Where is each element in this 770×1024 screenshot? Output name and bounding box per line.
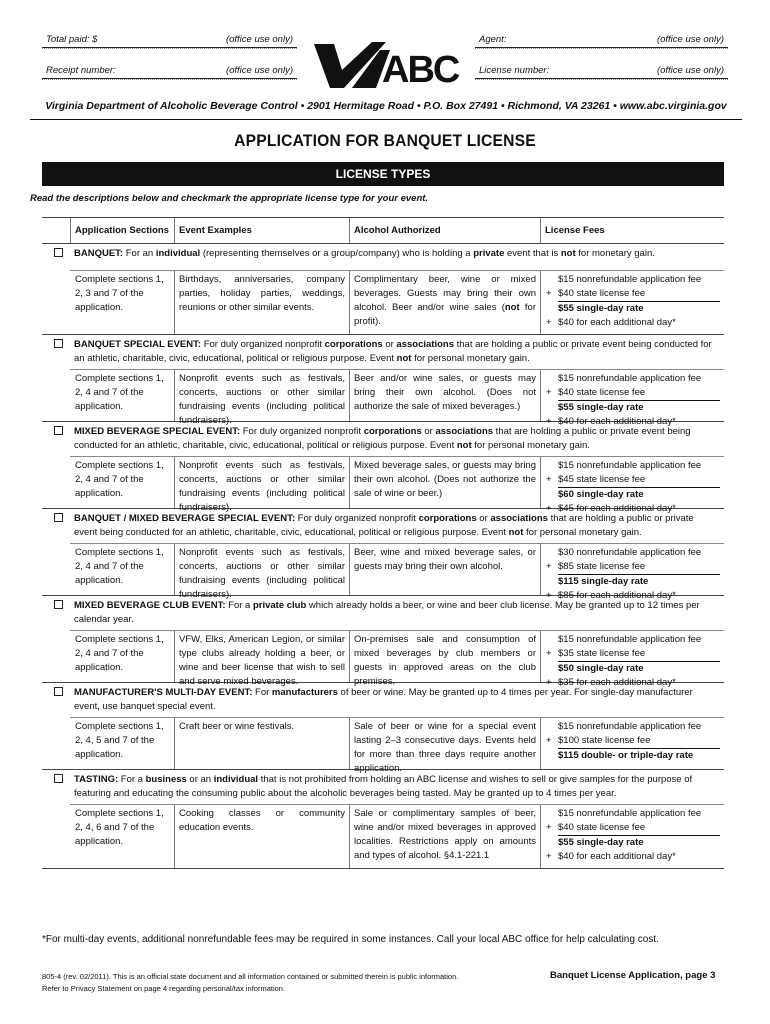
fee-text: $45 for each additional day*	[558, 503, 676, 514]
divider	[30, 119, 742, 120]
application-sections-cell: Complete sections 1, 2, 4 and 7 of the application.	[75, 634, 164, 673]
fee-text: $35 for each additional day*	[558, 677, 676, 688]
description-text: which already holds a beer, or wine and beer club license. May be granted up to 12 times per calendar year.	[74, 600, 700, 625]
fee-text: $30 nonrefundable application fee	[558, 547, 702, 558]
license-type-description	[42, 244, 724, 270]
fee-text: $40 state license fee	[558, 386, 720, 401]
alcohol-text: Sale of beer or wine for a special event lasting 2–3 consecutive days. Events held for more than three days require another application.	[354, 721, 536, 774]
description-text: associations	[435, 426, 494, 437]
event-examples-cell: Craft beer or wine festivals.	[179, 721, 295, 732]
license-type-row	[42, 596, 724, 688]
fee-text: $55 single-day rate	[558, 402, 644, 413]
fee-line	[546, 662, 720, 676]
license-type-description	[42, 683, 724, 717]
fee-line	[546, 316, 720, 330]
header-license-fees: License Fees	[545, 225, 605, 236]
description-text: (representing themselves or a group/company) who is holding a	[200, 248, 474, 259]
description-text: that is not prohibited from holding an ABC license and wishes to sell or give samples for the purpose of featuring and educating the consuming public about the alcoholic beverages being tasted. May be granted up to 4 times per year.	[74, 774, 693, 799]
description-text: or	[476, 513, 491, 524]
license-fees-cell	[540, 457, 724, 516]
license-fees-cell	[540, 805, 724, 864]
fee-operator	[546, 720, 558, 734]
fee-operator	[546, 372, 558, 386]
application-sections-cell: Complete sections 1, 2, 4, 5 and 7 of the application.	[75, 721, 164, 760]
description-text: individual	[213, 774, 259, 785]
fee-line	[546, 488, 720, 502]
svg-text:ABC: ABC	[382, 49, 459, 90]
description-text: that are holding a public or private event being conducted for an athletic, charitable, civic, educational, political or religious purpose. Event	[74, 426, 691, 451]
agency-address-line: Virginia Department of Alcoholic Beverage Control • 2901 Hermitage Road • P.O. Box 27491 • Richmond, VA 23261 • www.abc.virginia.gov	[45, 100, 727, 112]
fee-text: $15 nonrefundable application fee	[558, 274, 702, 285]
fee-text: $15 nonrefundable application fee	[558, 460, 702, 471]
fee-operator	[546, 401, 558, 415]
description-text: For duly organized nonprofit	[242, 426, 364, 437]
description-text: not	[508, 527, 524, 538]
application-sections-cell: Complete sections 1, 2, 4 and 7 of the application.	[75, 373, 164, 412]
fee-operator	[546, 273, 558, 287]
fee-text: $115 double- or triple-day rate	[558, 750, 694, 761]
fee-line	[546, 821, 720, 836]
fee-line	[546, 850, 720, 864]
description-text: or an	[186, 774, 214, 785]
fee-line	[546, 459, 720, 473]
fee-operator: +	[546, 561, 552, 572]
fee-operator: +	[546, 387, 552, 398]
agent-field[interactable]	[475, 32, 728, 48]
license-type-checkbox[interactable]	[54, 687, 63, 696]
application-sections-cell: Complete sections 1, 2, 4 and 7 of the application.	[75, 460, 164, 499]
fee-text: $115 single-day rate	[558, 576, 649, 587]
license-type-row	[42, 683, 724, 774]
application-sections-cell: Complete sections 1, 2, 3 and 7 of the application.	[75, 274, 164, 313]
description-text: business	[145, 774, 187, 785]
fee-operator: +	[546, 503, 552, 514]
fee-operator	[546, 836, 558, 850]
license-type-name: MANUFACTURER'S MULTI-DAY EVENT:	[74, 687, 253, 698]
description-text: event that is	[504, 248, 561, 259]
alcohol-authorized-cell	[349, 805, 540, 863]
description-text: for personal monetary gain.	[471, 440, 590, 451]
office-use-note: (office use only)	[225, 34, 293, 45]
description-text: associations	[396, 339, 454, 350]
description-text: of beer or wine. May be granted up to 4 times per year. For single-day manufacturer event, use banquet special event.	[74, 687, 693, 712]
fee-line	[546, 749, 720, 763]
license-type-name: BANQUET / MIXED BEVERAGE SPECIAL EVENT:	[74, 513, 295, 524]
fee-line	[546, 575, 720, 589]
fee-operator	[546, 807, 558, 821]
fee-text: $40 for each additional day*	[558, 416, 676, 427]
fee-text: $35 state license fee	[558, 647, 720, 662]
license-type-name: TASTING:	[74, 774, 119, 785]
license-types-table	[42, 217, 724, 869]
page-number: Banquet License Application, page 3	[550, 970, 716, 981]
table-header	[42, 217, 724, 244]
fee-text: $85 state license fee	[558, 560, 720, 575]
description-text: corporations	[324, 339, 383, 350]
license-type-name: BANQUET:	[74, 248, 124, 259]
alcohol-text: On-premises sale and consumption of mixed beverages by club members or guests in approved areas on the club premises.	[354, 634, 536, 687]
license-fees-cell	[540, 544, 724, 603]
fee-line	[546, 560, 720, 575]
event-examples-cell: Cooking classes or community education events.	[179, 808, 345, 833]
fee-operator	[546, 302, 558, 316]
agent-label: Agent:	[479, 34, 507, 45]
instruction-text: Read the descriptions below and checkmark the appropriate license type for your event.	[30, 193, 429, 204]
fee-line	[546, 386, 720, 401]
license-fees-cell	[540, 631, 724, 690]
fee-text: $15 nonrefundable application fee	[558, 373, 702, 384]
fee-line	[546, 302, 720, 316]
description-text: For duly organized nonprofit	[203, 339, 325, 350]
license-type-name: BANQUET SPECIAL EVENT:	[74, 339, 202, 350]
description-text: For	[255, 687, 272, 698]
license-type-checkbox[interactable]	[54, 339, 63, 348]
license-type-name: MIXED BEVERAGE CLUB EVENT:	[74, 600, 226, 611]
alcohol-text: not	[504, 302, 520, 313]
license-fees-cell	[540, 370, 724, 429]
fee-line	[546, 734, 720, 749]
license-fees-cell	[540, 718, 724, 763]
description-text: for personal monetary gain.	[523, 527, 642, 538]
fee-operator	[546, 575, 558, 589]
header-alcohol-authorized: Alcohol Authorized	[354, 225, 441, 236]
event-examples-cell: Nonprofit events such as festivals, concerts, auctions or other similar fundraising events (including political fundraisers).	[179, 373, 345, 426]
fee-line	[546, 647, 720, 662]
fee-text: $15 nonrefundable application fee	[558, 634, 702, 645]
description-text: individual	[155, 248, 201, 259]
fee-operator	[546, 459, 558, 473]
fee-text: $40 for each additional day*	[558, 317, 676, 328]
alcohol-text: Mixed beverage sales, or guests may bring their own alcohol. (Does not authorize the sale of wine or beer.)	[354, 460, 536, 499]
license-type-checkbox[interactable]	[54, 513, 63, 522]
office-use-note: (office use only)	[225, 65, 293, 76]
fee-operator: +	[546, 317, 552, 328]
vabc-logo	[312, 40, 462, 90]
fee-line	[546, 546, 720, 560]
fee-text: $85 for each additional day*	[558, 590, 676, 601]
license-type-row	[42, 509, 724, 601]
fee-text: $40 state license fee	[558, 287, 720, 302]
alcohol-text: Complimentary beer, wine or mixed beverages. Guests may bring their own alcohol. Beer and/or wine sales (	[354, 274, 536, 313]
header-event-examples: Event Examples	[179, 225, 252, 236]
office-use-left-box	[42, 30, 297, 90]
header-application-sections: Application Sections	[75, 225, 169, 236]
fee-text: $15 nonrefundable application fee	[558, 721, 702, 732]
license-number-field[interactable]	[475, 63, 728, 79]
fee-line	[546, 287, 720, 302]
fee-text: $40 for each additional day*	[558, 851, 676, 862]
description-text: not	[456, 440, 472, 451]
office-use-note: (office use only)	[656, 65, 724, 76]
alcohol-text: Sale or complimentary samples of beer, wine and/or mixed beverages in approved localities. Restrictions apply on amounts and types of alcohol. §4.1-221.1	[354, 808, 536, 861]
description-text: or	[382, 339, 397, 350]
fee-operator: +	[546, 590, 552, 601]
description-text: that are holding a public or private event being conducted for an athletic, charitable, civic, educational, political or religious purpose. Event	[74, 339, 712, 364]
fee-operator: +	[546, 288, 552, 299]
fee-text: $40 state license fee	[558, 821, 720, 836]
license-type-description	[42, 770, 724, 804]
event-examples-cell: Nonprofit events such as festivals, concerts, auctions or other similar fundraising events (including political fundraisers).	[179, 547, 345, 600]
office-use-note: (office use only)	[656, 34, 724, 45]
license-type-checkbox[interactable]	[54, 774, 63, 783]
license-types-banner: LICENSE TYPES	[42, 162, 724, 186]
total-paid-label: Total paid: $	[46, 34, 98, 45]
license-type-name: MIXED BEVERAGE SPECIAL EVENT:	[74, 426, 241, 437]
fee-line	[546, 807, 720, 821]
fee-line	[546, 473, 720, 488]
fee-operator: +	[546, 474, 552, 485]
license-type-description	[42, 335, 724, 369]
description-text: for personal monetary gain.	[411, 353, 530, 364]
description-text: not	[560, 248, 576, 259]
description-text: For an	[125, 248, 156, 259]
fee-operator: +	[546, 677, 552, 688]
description-text: For a	[120, 774, 146, 785]
alcohol-authorized-cell	[349, 718, 540, 776]
fee-text: $55 single-day rate	[558, 303, 644, 314]
fee-line	[546, 372, 720, 386]
receipt-number-label: Receipt number:	[46, 65, 116, 76]
fee-operator: +	[546, 851, 552, 862]
fee-operator	[546, 749, 558, 763]
fee-operator	[546, 546, 558, 560]
form-revision-note: 805-4 (rev. 02/2011). This is an official state document and all information contained or submitted therein is public information.	[42, 972, 459, 981]
license-type-description	[42, 596, 724, 630]
license-type-description	[42, 509, 724, 543]
footnote: *For multi-day events, additional nonrefundable fees may be required in some instances. Call your local ABC office for help calculating cost.	[42, 934, 659, 945]
fee-line	[546, 401, 720, 415]
form-footer-notes	[42, 971, 458, 995]
fee-operator	[546, 662, 558, 676]
license-fees-cell	[540, 271, 724, 330]
alcohol-text: Beer, wine and mixed beverage sales, or guests may bring their own alcohol.	[354, 547, 536, 572]
fee-text: $55 single-day rate	[558, 837, 644, 848]
license-type-checkbox[interactable]	[54, 426, 63, 435]
alcohol-authorized-cell	[349, 271, 540, 329]
license-type-row	[42, 244, 724, 335]
fee-line	[546, 273, 720, 287]
fee-operator: +	[546, 822, 552, 833]
alcohol-authorized-cell	[349, 370, 540, 414]
license-number-label: License number:	[479, 65, 550, 76]
event-examples-cell: Birthdays, anniversaries, company parties, holiday parties, weddings, reunions or other similar events.	[179, 274, 345, 313]
alcohol-text: for profit).	[354, 302, 536, 327]
description-text: that are holding a public or private event being conducted for an athletic, charitable, civic, educational, political or religious purpose. Event	[74, 513, 694, 538]
fee-operator	[546, 633, 558, 647]
description-text: private	[473, 248, 505, 259]
description-text: associations	[490, 513, 548, 524]
page-title: APPLICATION FOR BANQUET LICENSE	[234, 131, 536, 150]
license-type-checkbox[interactable]	[54, 600, 63, 609]
total-paid-field[interactable]	[42, 32, 297, 48]
license-type-row	[42, 422, 724, 514]
fee-operator: +	[546, 648, 552, 659]
description-text: corporations	[363, 426, 422, 437]
description-text: corporations	[418, 513, 477, 524]
receipt-number-field[interactable]	[42, 63, 297, 79]
event-examples-cell: Nonprofit events such as festivals, concerts, auctions or other similar fundraising events (including political fundraisers).	[179, 460, 345, 513]
fee-text: $45 state license fee	[558, 473, 720, 488]
alcohol-authorized-cell	[349, 631, 540, 689]
fee-line	[546, 836, 720, 850]
privacy-note: Refer to Privacy Statement on page 4 regarding personal/tax information.	[42, 984, 286, 993]
description-text: For duly organized nonprofit	[297, 513, 419, 524]
application-sections-cell: Complete sections 1, 2, 4, 6 and 7 of the application.	[75, 808, 164, 847]
fee-text: $60 single-day rate	[558, 489, 644, 500]
description-text: For a	[228, 600, 253, 611]
alcohol-text: Beer and/or wine sales, or guests may bring their own alcohol. (Does not authorize the sale of mixed beverages.)	[354, 373, 536, 412]
fee-text: $50 single-day rate	[558, 663, 644, 674]
license-type-checkbox[interactable]	[54, 248, 63, 257]
description-text: not	[396, 353, 412, 364]
fee-line	[546, 720, 720, 734]
fee-operator: +	[546, 735, 552, 746]
alcohol-authorized-cell	[349, 544, 540, 574]
description-text: or	[421, 426, 436, 437]
fee-text: $15 nonrefundable application fee	[558, 808, 702, 819]
application-sections-cell: Complete sections 1, 2, 4 and 7 of the application.	[75, 547, 164, 586]
license-type-description	[42, 422, 724, 456]
alcohol-authorized-cell	[349, 457, 540, 501]
description-text: manufacturers	[271, 687, 338, 698]
description-text: for monetary gain.	[575, 248, 655, 259]
event-examples-cell: VFW, Elks, American Legion, or similar type clubs already holding a beer, or wine and beer license that wish to sell and serve mixed beverages.	[179, 634, 345, 687]
fee-text: $100 state license fee	[558, 734, 720, 749]
description-text: private club	[252, 600, 307, 611]
license-type-row	[42, 335, 724, 427]
fee-line	[546, 633, 720, 647]
office-use-right-box	[475, 30, 728, 90]
fee-operator	[546, 488, 558, 502]
license-type-row	[42, 770, 724, 869]
fee-operator: +	[546, 416, 552, 427]
